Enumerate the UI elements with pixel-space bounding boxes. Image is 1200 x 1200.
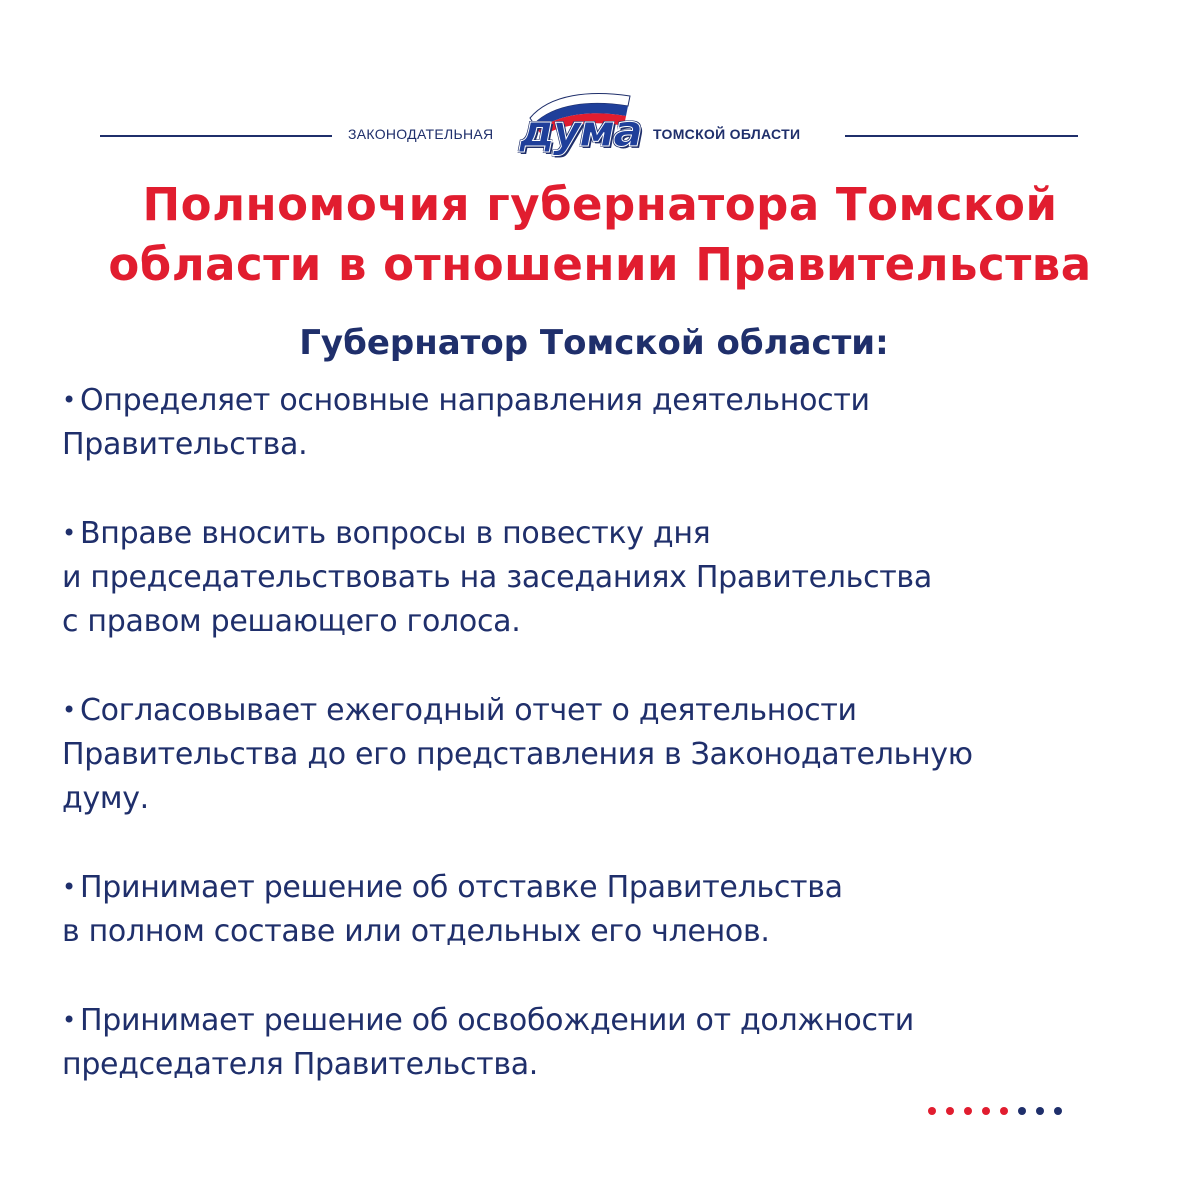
header-divider-right	[845, 135, 1078, 137]
pagination-dot-inactive	[1036, 1107, 1044, 1115]
page-title-line-1: Полномочия губернатора Томской	[142, 178, 1058, 231]
header	[0, 88, 1200, 168]
header-divider-left	[100, 135, 332, 137]
list-item-line	[62, 733, 1172, 777]
list-item-text: с правом решающего голоса.	[62, 604, 521, 639]
list-item-line	[62, 511, 1172, 556]
pagination-dot-inactive	[1054, 1107, 1062, 1115]
pagination-dot-inactive	[1018, 1107, 1026, 1115]
list-item-line	[62, 910, 1172, 954]
list-item-line	[62, 378, 1172, 423]
org-name-left: ЗАКОНОДАТЕЛЬНАЯ	[348, 126, 494, 142]
duma-logo	[510, 88, 650, 158]
bullet-icon: •	[62, 873, 76, 901]
list-item	[62, 865, 1172, 954]
bullet-icon: •	[62, 696, 76, 724]
list-item	[62, 511, 1172, 644]
powers-list	[62, 378, 1172, 1131]
bullet-icon: •	[62, 386, 76, 414]
list-item-line	[62, 998, 1172, 1043]
list-item	[62, 378, 1172, 467]
pagination-dot-active	[946, 1107, 954, 1115]
bullet-icon: •	[62, 519, 76, 547]
list-item-text: Принимает решение об отставке Правительства	[80, 870, 843, 905]
list-item-line	[62, 865, 1172, 910]
pagination-dot-active	[964, 1107, 972, 1115]
list-item-text: Согласовывает ежегодный отчет о деятельности	[80, 693, 857, 728]
logo-text: дума	[519, 106, 641, 157]
page-title	[40, 175, 1160, 295]
list-item-line	[62, 688, 1172, 733]
list-item-line	[62, 600, 1172, 644]
pagination-dots	[928, 1100, 1072, 1114]
bullet-icon: •	[62, 1006, 76, 1034]
list-item-text: Правительства.	[62, 427, 308, 462]
list-item-text: Определяет основные направления деятельности	[80, 383, 870, 418]
list-item	[62, 688, 1172, 821]
list-item-line	[62, 1043, 1172, 1087]
list-item-text: Вправе вносить вопросы в повестку дня	[80, 516, 711, 551]
list-item-text: думу.	[62, 781, 149, 816]
list-item-text: Правительства до его представления в Законодательную	[62, 737, 973, 772]
page-title-line-2: области в отношении Правительства	[108, 238, 1092, 291]
pagination-dot-active	[1000, 1107, 1008, 1115]
list-item-line	[62, 423, 1172, 467]
pagination-dot-active	[982, 1107, 990, 1115]
page-subtitle: Губернатор Томской области:	[299, 323, 889, 363]
list-item-text: и председательствовать на заседаниях Правительства	[62, 560, 932, 595]
org-name-right: ТОМСКОЙ ОБЛАСТИ	[653, 126, 801, 142]
pagination-dot-active	[928, 1107, 936, 1115]
list-item-text: в полном составе или отдельных его членов.	[62, 914, 770, 949]
list-item-line	[62, 556, 1172, 600]
list-item	[62, 998, 1172, 1087]
list-item-text: председателя Правительства.	[62, 1047, 539, 1082]
list-item-text: Принимает решение об освобождении от должности	[80, 1003, 915, 1038]
list-item-line	[62, 777, 1172, 821]
